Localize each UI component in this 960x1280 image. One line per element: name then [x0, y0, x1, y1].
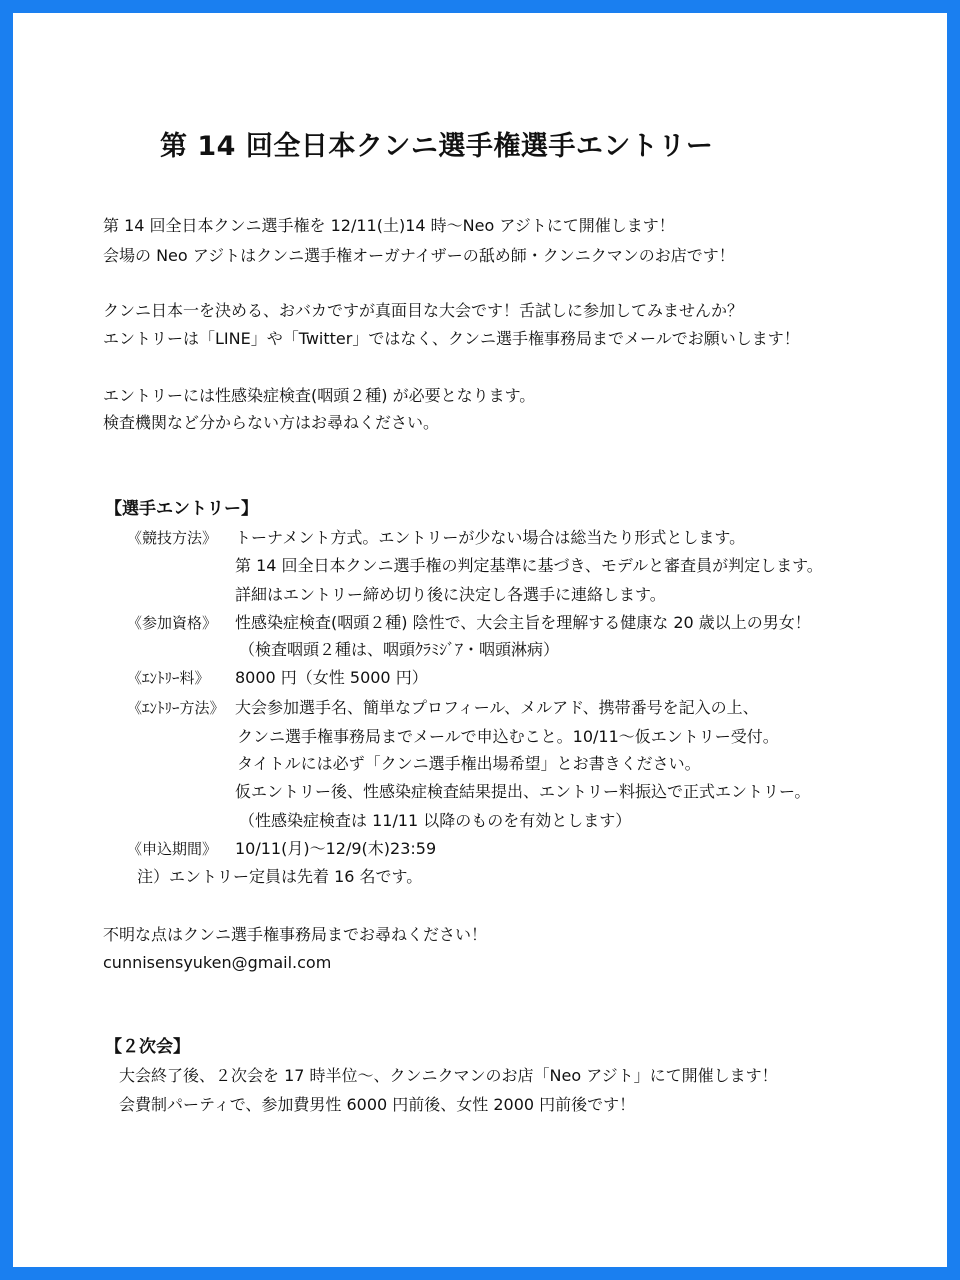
- entry-label-how: 《ｴﾝﾄﾘｰ方法》: [127, 699, 225, 717]
- contact-email: cunnisensyuken@gmail.com: [103, 953, 332, 972]
- intro-line: 第 14 回全日本クンニ選手権を 12/11(土)14 時～Neo アジトにて開催します！: [103, 216, 675, 235]
- entry-label-period: 《申込期間》: [127, 840, 218, 858]
- entry-text: 性感染症検査(咽頭２種) 陰性で、大会主旨を理解する健康な 20 歳以上の男女！: [235, 613, 811, 632]
- intro-line: 会場の Neo アジトはクンニ選手権オーガナイザーの舐め師・クンニクマンのお店です！: [103, 246, 735, 265]
- entry-text: タイトルには必ず「クンニ選手権出場希望」とお書きください。: [237, 754, 701, 773]
- entry-text: （検査咽頭２種は、咽頭ｸﾗﾐｼﾞｱ・咽頭淋病）: [239, 640, 560, 659]
- after-party-heading: 【２次会】: [105, 1037, 190, 1057]
- entry-label-fee: 《ｴﾝﾄﾘｰ料》: [127, 669, 210, 687]
- entry-text: 10/11(月)～12/9(木)23:59: [235, 839, 437, 858]
- entry-text: 8000 円（女性 5000 円）: [235, 668, 428, 687]
- entry-text: 第 14 回全日本クンニ選手権の判定基準に基づき、モデルと審査員が判定します。: [235, 556, 823, 575]
- entry-text: 仮エントリー後、性感染症検査結果提出、エントリー料振込で正式エントリー。: [235, 782, 811, 801]
- entry-note: 注）エントリー定員は先着 16 名です。: [137, 867, 423, 886]
- entry-text: 詳細はエントリー締め切り後に決定し各選手に連絡します。: [235, 585, 666, 604]
- entry-text: 大会参加選手名、簡単なプロフィール、メルアド、携帯番号を記入の上、: [235, 698, 759, 717]
- intro-line: クンニ日本一を決める、おバカですが真面目な大会です！舌試しに参加してみませんか？: [103, 301, 744, 320]
- document-page: [13, 13, 947, 1267]
- entry-text: （性感染症検査は 11/11 以降のものを有効とします）: [239, 811, 632, 830]
- document-title: 第 14 回全日本クンニ選手権選手エントリー: [160, 131, 714, 162]
- intro-line: エントリーには性感染症検査(咽頭２種) が必要となります。: [103, 386, 536, 405]
- entry-label-eligibility: 《参加資格》: [127, 614, 218, 632]
- entry-heading: 【選手エントリー】: [105, 499, 258, 519]
- entry-text: トーナメント方式。エントリーが少ない場合は総当たり形式とします。: [235, 528, 746, 547]
- contact-text: 不明な点はクンニ選手権事務局までお尋ねください！: [103, 925, 488, 944]
- entry-text: クンニ選手権事務局までメールで申込むこと。10/11～仮エントリー受付。: [237, 727, 779, 746]
- after-party-line: 会費制パーティで、参加費男性 6000 円前後、女性 2000 円前後です！: [119, 1095, 636, 1114]
- entry-label-method: 《競技方法》: [127, 529, 218, 547]
- intro-line: 検査機関など分からない方はお尋ねください。: [103, 413, 440, 432]
- after-party-line: 大会終了後、２次会を 17 時半位～、クンニクマンのお店「Neo アジト」にて開催します！: [119, 1066, 778, 1085]
- intro-line: エントリーは「LINE」や「Twitter」ではなく、クンニ選手権事務局までメールでお願いします！: [103, 329, 800, 348]
